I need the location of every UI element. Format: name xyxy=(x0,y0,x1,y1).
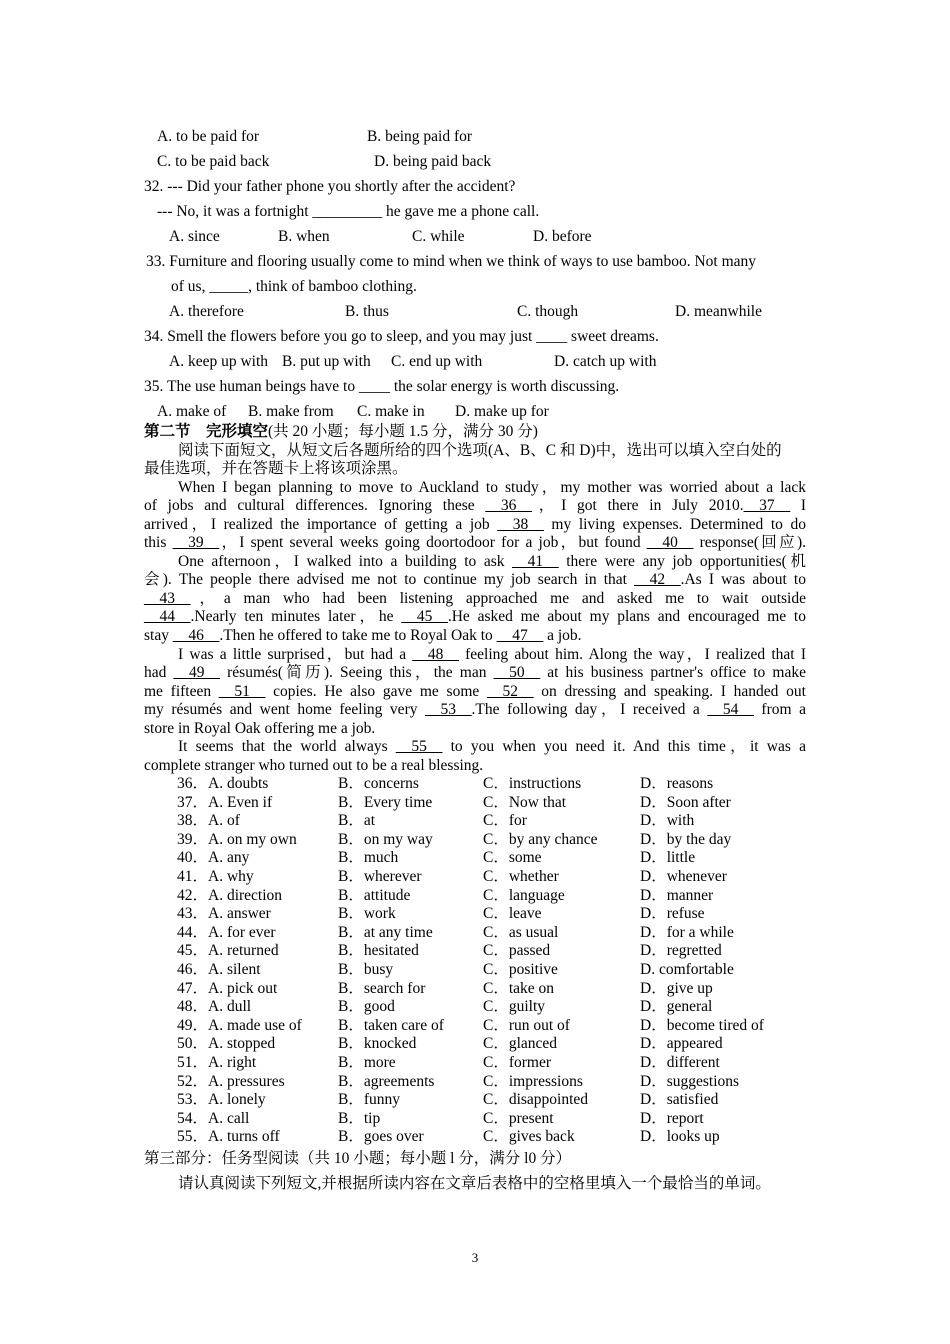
choice-37-d: D．Soon after xyxy=(640,793,731,811)
choice-51-a: 51．A. right xyxy=(177,1054,257,1071)
q35-option-c: C. make in xyxy=(357,403,425,420)
choice-38-c: C．for xyxy=(483,812,527,830)
passage-p4-line1 xyxy=(178,738,806,756)
choice-55-b: B．goes over xyxy=(338,1128,424,1146)
choice-39-d: D．by the day xyxy=(640,830,732,848)
choice-54-d: D．report xyxy=(640,1109,704,1127)
choice-36-a: 36．A. doubts xyxy=(177,775,269,792)
passage-p3-line4 xyxy=(144,701,806,719)
choice-44-c: C．as usual xyxy=(483,923,559,941)
text-segment: 会). The people there advised me not to continue my job search in that xyxy=(144,571,635,588)
text-segment: .Then he offered to take me to Royal Oak to xyxy=(219,627,497,644)
blank-55: __55__ xyxy=(395,738,443,755)
q32-stem: 32. --- Did your father phone you shortly after the accident? xyxy=(144,178,516,195)
passage-p2-line3 xyxy=(144,590,806,608)
text-segment: there were any job opportunities(机 xyxy=(558,553,806,570)
choice-51-d: D．different xyxy=(640,1054,720,1071)
choice-53-d: D．satisfied xyxy=(640,1091,719,1109)
text-segment: .The following day，I received a xyxy=(471,701,708,718)
choice-46-a: 46．A. silent xyxy=(177,961,261,978)
choice-37-c: C．Now that xyxy=(483,793,567,811)
q32-option-d: D. before xyxy=(533,228,592,245)
text-segment: .As I was about to xyxy=(680,571,806,588)
text-segment: me fifteen xyxy=(144,683,219,700)
q32-option-a: A. since xyxy=(169,228,220,245)
text-segment: copies. He also gave me some xyxy=(265,683,488,700)
blank-37: __37__ xyxy=(743,497,791,514)
choice-55-a: 55．A. turns off xyxy=(177,1128,280,1146)
choice-53-c: C．disappointed xyxy=(483,1091,589,1109)
choice-36-b: B．concerns xyxy=(338,775,419,792)
choice-37-b: B．Every time xyxy=(338,793,433,811)
q33-option-c: C. though xyxy=(517,303,579,320)
text-segment: .Nearly ten minutes later，he xyxy=(190,608,402,625)
choice-45-c: C．passed xyxy=(483,942,551,960)
text-segment: It seems that the world always xyxy=(178,738,396,755)
choice-42-b: B．attitude xyxy=(338,886,411,904)
section2-heading-rest: (共 20 小题；每小题 1.5 分，满分 30 分) xyxy=(268,423,538,440)
choice-49-d: D．become tired of xyxy=(640,1016,764,1034)
choice-41-b: B．wherever xyxy=(338,868,422,885)
page-number: 3 xyxy=(471,1250,479,1265)
choice-43-a: 43．A. answer xyxy=(177,905,271,923)
passage-p3-line3 xyxy=(144,683,806,701)
text-segment: ，a man who had been listening approached me and asked me to wait outside xyxy=(190,590,806,607)
text-segment: on dressing and speaking. I handed out xyxy=(533,683,806,700)
choice-47-b: B．search for xyxy=(338,979,426,997)
blank-46: __46__ xyxy=(172,627,220,644)
choice-43-d: D．refuse xyxy=(640,905,705,923)
q33-stem2: of us, _____, think of bamboo clothing. xyxy=(171,278,417,295)
choice-48-b: B．good xyxy=(338,998,395,1016)
q35-option-a: A. make of xyxy=(157,403,227,420)
section2-heading-title: 第二节 完形填空 xyxy=(144,423,269,440)
text-segment: I was a little surprised，but had a xyxy=(178,646,413,663)
text-segment: a job. xyxy=(543,627,582,644)
blank-53: __53__ xyxy=(425,701,472,718)
q35-option-b: B. make from xyxy=(248,403,334,420)
text-segment: from a xyxy=(753,701,807,718)
choice-39-b: B．on my way xyxy=(338,830,433,848)
choice-52-d: D．suggestions xyxy=(640,1072,740,1090)
text-segment: this xyxy=(144,534,173,551)
choice-43-c: C．leave xyxy=(483,905,542,923)
choice-47-d: D．give up xyxy=(640,979,713,997)
q32-option-c: C. while xyxy=(412,228,465,245)
choice-40-d: D．little xyxy=(640,849,696,867)
choice-42-c: C．language xyxy=(483,886,565,904)
choice-44-d: D．for a while xyxy=(640,923,734,941)
passage-p1-line3 xyxy=(144,516,806,534)
q31-option-b: B. being paid for xyxy=(367,128,473,145)
choice-48-a: 48．A. dull xyxy=(177,998,252,1016)
choice-46-b: B．busy xyxy=(338,961,394,978)
choice-46-d: D. comfortable xyxy=(640,961,734,978)
choice-42-a: 42．A. direction xyxy=(177,886,283,904)
q32-stem2: --- No, it was a fortnight _________ he gave me a phone call. xyxy=(157,203,540,220)
choice-55-c: C．gives back xyxy=(483,1128,575,1146)
passage-p1-line4 xyxy=(144,534,806,552)
blank-54: __54__ xyxy=(707,701,754,718)
choice-40-c: C．some xyxy=(483,849,542,867)
blank-52: __52__ xyxy=(487,683,534,700)
passage-p1-line1: When I began planning to move to Auckland to study，my mother was worried about a lack xyxy=(178,479,806,496)
q33-option-a: A. therefore xyxy=(169,303,244,320)
choice-49-b: B．taken care of xyxy=(338,1016,444,1034)
choice-49-c: C．run out of xyxy=(483,1016,570,1034)
passage-p1-line2 xyxy=(144,497,806,515)
choice-41-d: D．whenever xyxy=(640,868,727,885)
choice-37-a: 37．A. Even if xyxy=(177,793,273,811)
q31-option-c: C. to be paid back xyxy=(157,153,270,170)
passage-p3-line2 xyxy=(144,664,806,682)
text-segment: stay xyxy=(144,627,173,644)
text-segment: had xyxy=(144,664,174,681)
passage-p2-line5 xyxy=(144,627,806,645)
choice-50-a: 50．A. stopped xyxy=(177,1035,276,1053)
text-segment: ，I got there in July 2010. xyxy=(531,497,744,514)
choice-39-a: 39．A. on my own xyxy=(177,830,297,848)
section2-instruction-line1: 阅读下面短文，从短文后各题所给的四个选项(A、B、C 和 D)中，选出可以填入空白处的 xyxy=(178,442,782,459)
blank-36: __36__ xyxy=(485,497,532,514)
choice-48-d: D．general xyxy=(640,998,713,1016)
q34-stem: 34. Smell the flowers before you go to sleep, and you may just ____ sweet dreams. xyxy=(144,328,659,345)
blank-48: __48__ xyxy=(412,646,459,663)
choice-36-d: D．reasons xyxy=(640,775,714,792)
choice-53-a: 53．A. lonely xyxy=(177,1091,266,1109)
choice-51-b: B．more xyxy=(338,1054,396,1071)
choice-52-b: B．agreements xyxy=(338,1072,435,1090)
text-segment: résumés(简历). Seeing this，the man xyxy=(220,664,494,681)
blank-44: __44__ xyxy=(144,608,191,625)
choice-49-a: 49．A. made use of xyxy=(177,1016,302,1034)
text-segment: at his business partner's office to make xyxy=(540,664,806,681)
text-segment: of jobs and cultural differences. Ignoring these xyxy=(144,497,486,514)
choice-38-d: D．with xyxy=(640,812,695,830)
choice-54-b: B．tip xyxy=(338,1109,381,1127)
text-segment: arrived，I realized the importance of getting a job xyxy=(144,516,498,533)
passage-p3-line5: store in Royal Oak offering me a job. xyxy=(144,720,376,737)
blank-50: __50__ xyxy=(493,664,541,681)
blank-38: __38__ xyxy=(497,516,544,533)
choice-38-b: B．at xyxy=(338,812,376,830)
q33-stem: 33. Furniture and flooring usually come to mind when we think of ways to use bamboo. Not many xyxy=(146,253,757,270)
text-segment: my living expenses. Determined to do xyxy=(543,516,806,533)
choice-47-c: C．take on xyxy=(483,979,555,997)
blank-42: __42__ xyxy=(634,571,681,588)
choice-53-b: B．funny xyxy=(338,1091,401,1109)
choice-44-b: B．at any time xyxy=(338,923,433,941)
blank-51: __51__ xyxy=(218,683,266,700)
blank-45: __45__ xyxy=(401,608,448,625)
choice-45-d: D．regretted xyxy=(640,942,722,960)
blank-43: __43__ xyxy=(144,590,191,607)
choice-50-b: B．knocked xyxy=(338,1035,417,1053)
choice-55-d: D．looks up xyxy=(640,1128,720,1146)
choice-41-c: C．whether xyxy=(483,868,559,885)
text-segment: One afternoon，I walked into a building to ask xyxy=(178,553,513,570)
q31-option-d: D. being paid back xyxy=(374,153,492,170)
text-segment: to you when you need it. And this time，it was a xyxy=(442,738,806,755)
choice-43-b: B．work xyxy=(338,905,396,923)
choice-52-c: C．impressions xyxy=(483,1072,583,1090)
section3-instruction: 请认真阅读下列短文,并根据所读内容在文章后表格中的空格里填入一个最恰当的单词。 xyxy=(178,1175,771,1192)
blank-49: __49__ xyxy=(173,664,221,681)
choice-44-a: 44．A. for ever xyxy=(177,923,276,941)
blank-39: __39__ xyxy=(172,534,220,551)
section3-heading: 第三部分：任务型阅读（共 10 小题；每小题 l 分，满分 l0 分） xyxy=(144,1150,572,1167)
text-segment: .He asked me about my plans and encouraged me to xyxy=(447,608,806,625)
choice-46-c: C．positive xyxy=(483,961,558,978)
q33-option-b: B. thus xyxy=(345,303,389,320)
passage-p2-line2 xyxy=(144,571,806,589)
section2-instruction-line2: 最佳选项，并在答题卡上将该项涂黑。 xyxy=(144,460,408,477)
choice-40-b: B．much xyxy=(338,849,399,867)
q34-option-a: A. keep up with xyxy=(169,353,269,370)
blank-40: __40__ xyxy=(646,534,694,551)
section2-heading xyxy=(144,423,538,441)
blank-41: __41__ xyxy=(512,553,559,570)
choice-38-a: 38．A. of xyxy=(177,812,240,830)
text-segment: response(回应). xyxy=(693,534,806,551)
q31-option-a: A. to be paid for xyxy=(157,128,260,145)
choice-54-c: C．present xyxy=(483,1109,554,1127)
choice-36-c: C．instructions xyxy=(483,775,582,792)
q34-option-b: B. put up with xyxy=(282,353,371,370)
q33-option-d: D. meanwhile xyxy=(675,303,762,320)
q32-option-b: B. when xyxy=(278,228,330,245)
q34-option-d: D. catch up with xyxy=(554,353,657,370)
passage-p3-line1 xyxy=(178,646,806,664)
q35-stem: 35. The use human beings have to ____ the solar energy is worth discussing. xyxy=(144,378,620,395)
choice-51-c: C．former xyxy=(483,1054,552,1071)
text-segment: feeling about him. Along the way，I realized that I xyxy=(458,646,806,663)
choice-39-c: C．by any chance xyxy=(483,830,598,848)
choice-42-d: D．manner xyxy=(640,886,714,904)
blank-47: __47__ xyxy=(496,627,544,644)
passage-p2-line1 xyxy=(178,553,806,571)
passage-p2-line4 xyxy=(144,608,806,626)
text-segment: I xyxy=(790,497,806,514)
choice-50-c: C．glanced xyxy=(483,1035,558,1053)
choice-47-a: 47．A. pick out xyxy=(177,979,278,997)
choice-40-a: 40．A. any xyxy=(177,849,250,867)
passage-p4-line2: complete stranger who turned out to be a real blessing. xyxy=(144,757,484,774)
choice-54-a: 54．A. call xyxy=(177,1109,250,1127)
choice-41-a: 41．A. why xyxy=(177,868,254,885)
choice-45-b: B．hesitated xyxy=(338,942,419,960)
choice-52-a: 52．A. pressures xyxy=(177,1072,285,1090)
text-segment: my résumés and went home feeling very xyxy=(144,701,426,718)
q35-option-d: D. make up for xyxy=(455,403,549,420)
choice-50-d: D．appeared xyxy=(640,1035,723,1053)
choice-45-a: 45．A. returned xyxy=(177,942,279,960)
q34-option-c: C. end up with xyxy=(391,353,483,370)
choice-48-c: C．guilty xyxy=(483,998,546,1016)
text-segment: ，I spent several weeks going doortodoor for a job，but found xyxy=(219,534,647,551)
